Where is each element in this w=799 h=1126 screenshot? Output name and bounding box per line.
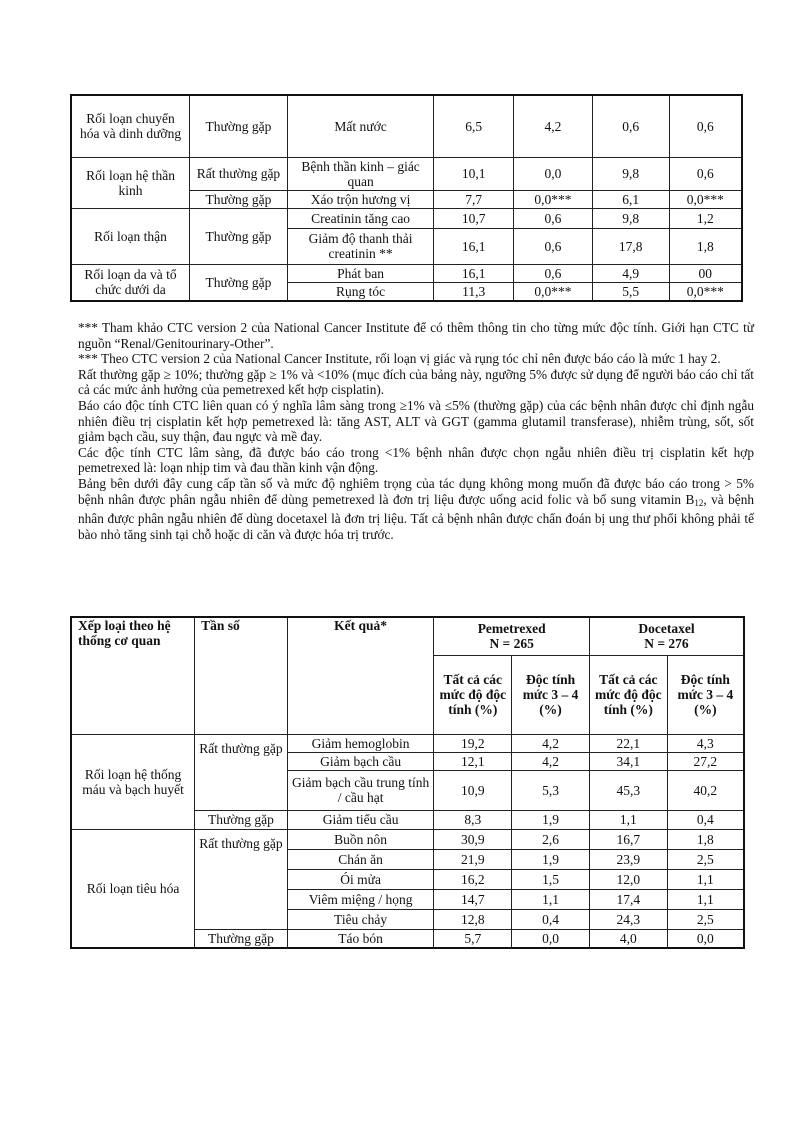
value-cell: 1,1: [512, 889, 590, 909]
result-cell: Ói mửa: [287, 869, 434, 889]
result-cell: Viêm miệng / họng: [287, 889, 434, 909]
table-row: [71, 264, 742, 282]
result-cell: Giảm bạch cầu: [287, 752, 434, 770]
value-cell: 24,3: [589, 909, 667, 929]
frequency-header: Tần số: [195, 617, 288, 734]
value-cell: 12,0: [589, 869, 667, 889]
value-cell: 16,1: [434, 228, 514, 264]
organ-cell: Rối loạn tiêu hóa: [71, 829, 195, 948]
value-cell: 0,0***: [514, 282, 593, 301]
frequency-cell: Rất thường gặp: [190, 157, 288, 190]
grade-3-4-header: Độc tính mức 3 – 4 (%): [667, 655, 744, 734]
value-cell: 16,7: [589, 829, 667, 849]
value-cell: 0,6: [514, 208, 593, 228]
value-cell: 19,2: [434, 734, 512, 752]
footnote: *** Theo CTC version 2 của National Cancer Institute, rối loạn vị giác và rụng tóc chỉ nên được báo cáo là mức 1 hay 2.: [78, 351, 721, 367]
value-cell: 40,2: [667, 770, 744, 810]
value-cell: 1,9: [512, 849, 590, 869]
value-cell: 1,1: [589, 810, 667, 829]
paragraph: Các độc tính CTC lâm sàng, đã được báo cáo trong <1% bệnh nhân được chọn ngẫu nhiên điều trị cisplatin kết hợp pemetrexed là: loạn nhịp tim và đau thần kinh vận động.: [78, 444, 754, 476]
table-row: [71, 829, 744, 849]
value-cell: 10,9: [434, 770, 512, 810]
frequency-cell: Thường gặp: [195, 810, 288, 829]
pemetrexed-header: [434, 617, 590, 655]
result-cell: Mất nước: [287, 95, 434, 157]
value-cell: 2,6: [512, 829, 590, 849]
value-cell: 0,6: [669, 95, 742, 157]
value-cell: 0,6: [592, 95, 669, 157]
result-cell: Rụng tóc: [287, 282, 434, 301]
value-cell: 0,6: [514, 228, 593, 264]
value-cell: 0,0***: [514, 190, 593, 208]
value-cell: 4,2: [514, 95, 593, 157]
docetaxel-header: [589, 617, 744, 655]
value-cell: 0,0: [514, 157, 593, 190]
frequency-cell: Thường gặp: [190, 208, 288, 264]
result-cell: Creatinin tăng cao: [287, 208, 434, 228]
value-cell: 0,0: [667, 929, 744, 948]
value-cell: 9,8: [592, 157, 669, 190]
value-cell: 5,3: [512, 770, 590, 810]
frequency-cell: Thường gặp: [195, 929, 288, 948]
result-cell: Bệnh thần kinh – giác quan: [287, 157, 434, 190]
value-cell: 12,1: [434, 752, 512, 770]
value-cell: 2,5: [667, 849, 744, 869]
organ-cell: Rối loạn hệ thần kinh: [71, 157, 190, 208]
value-cell: 0,6: [514, 264, 593, 282]
value-cell: 00: [669, 264, 742, 282]
paragraph: Báo cáo độc tính CTC liên quan có ý nghĩa lâm sàng trong ≥1% và ≤5% (thường gặp) của các bệnh nhân được chỉ định ngẫu nhiên điều trị cisplatin kết hợp pemetrexed là: tăng AST, ALT và GGT (gamma glutamil transferase), nhiễm trùng, sốt, sốt giảm bạch cầu, suy thận, đau ngực và mề đay.: [78, 397, 754, 445]
organ-header: Xếp loại theo hệ thống cơ quan: [71, 617, 195, 734]
table-row: [71, 157, 742, 190]
result-cell: Phát ban: [287, 264, 434, 282]
docetaxel-n: N = 276: [644, 636, 689, 652]
value-cell: 16,1: [434, 264, 514, 282]
frequency-cell: Rất thường gặp: [195, 829, 288, 929]
all-grades-header: Tất cả các mức độ độc tính (%): [434, 655, 512, 734]
frequency-cell: Thường gặp: [190, 95, 288, 157]
value-cell: 2,5: [667, 909, 744, 929]
value-cell: 5,7: [434, 929, 512, 948]
all-grades-header: Tất cả các mức độ độc tính (%): [589, 655, 667, 734]
value-cell: 9,8: [592, 208, 669, 228]
result-header: Kết quả*: [287, 617, 434, 734]
result-cell: Giảm tiểu cầu: [287, 810, 434, 829]
frequency-cell: Thường gặp: [190, 264, 288, 301]
paragraph: Rất thường gặp ≥ 10%; thường gặp ≥ 1% và <10% (mục đích của bảng này, ngưỡng 5% được sử dụng để người báo cáo chỉ tất cả các mức ảnh hưởng của pemetrexed kết hợp cisplatin).: [78, 366, 754, 398]
grade-3-4-header: Độc tính mức 3 – 4 (%): [512, 655, 590, 734]
table-row: [71, 95, 742, 157]
value-cell: 0,0***: [669, 282, 742, 301]
table-row: [71, 208, 742, 228]
value-cell: 17,8: [592, 228, 669, 264]
value-cell: 21,9: [434, 849, 512, 869]
value-cell: 1,5: [512, 869, 590, 889]
result-cell: Táo bón: [287, 929, 434, 948]
docetaxel-title: Docetaxel: [638, 621, 695, 637]
result-cell: Chán ăn: [287, 849, 434, 869]
value-cell: 0,0: [512, 929, 590, 948]
value-cell: 4,3: [667, 734, 744, 752]
result-cell: Tiêu chảy: [287, 909, 434, 929]
value-cell: 1,8: [667, 829, 744, 849]
value-cell: 12,8: [434, 909, 512, 929]
organ-cell: Rối loạn thận: [71, 208, 190, 264]
value-cell: 45,3: [589, 770, 667, 810]
subscript: 12: [694, 497, 704, 508]
pemetrexed-docetaxel-table: [70, 616, 745, 949]
value-cell: 10,7: [434, 208, 514, 228]
value-cell: 4,9: [592, 264, 669, 282]
adverse-effects-table-continued: [70, 94, 743, 302]
value-cell: 0,4: [667, 810, 744, 829]
footnote: *** Tham khảo CTC version 2 của National Cancer Institute để có thêm thông tin cho từng mức độc tính. Giới hạn CTC từ nguồn “Renal/Genitourinary-Other”.: [78, 320, 754, 351]
value-cell: 0,4: [512, 909, 590, 929]
organ-cell: Rối loạn da và tổ chức dưới da: [71, 264, 190, 301]
value-cell: 5,5: [592, 282, 669, 301]
value-cell: 10,1: [434, 157, 514, 190]
result-cell: Giảm hemoglobin: [287, 734, 434, 752]
value-cell: 6,1: [592, 190, 669, 208]
value-cell: 1,9: [512, 810, 590, 829]
value-cell: 7,7: [434, 190, 514, 208]
value-cell: 6,5: [434, 95, 514, 157]
value-cell: 1,8: [669, 228, 742, 264]
organ-cell: Rối loạn hệ thống máu và bạch huyết: [71, 734, 195, 829]
header-row: [71, 617, 744, 655]
value-cell: 1,1: [667, 869, 744, 889]
pemetrexed-n: N = 265: [489, 636, 534, 652]
value-cell: 4,0: [589, 929, 667, 948]
value-cell: 23,9: [589, 849, 667, 869]
table-row: [71, 734, 744, 752]
result-cell: Giảm độ thanh thải creatinin **: [287, 228, 434, 264]
frequency-cell: Rất thường gặp: [195, 734, 288, 810]
pemetrexed-title: Pemetrexed: [477, 621, 546, 637]
paragraph-text: , và bệnh nhân được phân ngẫu nhiên để dùng docetaxel là đơn trị liệu. Tất cả bệnh nhân được chẩn đoán bị ung thư phổi không phải tế bào nhỏ tăng sinh tại chỗ hoặc di căn và được hóa trị trước.: [78, 491, 754, 542]
value-cell: 11,3: [434, 282, 514, 301]
paragraph-text: Bảng bên dưới đây cung cấp tần số và mức độ nghiêm trọng của tác dụng không mong muốn đã được báo cáo trong > 5% bệnh nhân được phân ngẫu nhiên để dùng pemetrexed là đơn trị liệu được uống acid folic và bổ sung vitamin B: [78, 475, 754, 507]
value-cell: 30,9: [434, 829, 512, 849]
value-cell: 4,2: [512, 734, 590, 752]
organ-cell: Rối loạn chuyển hóa và dinh dưỡng: [71, 95, 190, 157]
value-cell: 34,1: [589, 752, 667, 770]
value-cell: 4,2: [512, 752, 590, 770]
value-cell: 22,1: [589, 734, 667, 752]
value-cell: 17,4: [589, 889, 667, 909]
paragraph: [78, 476, 754, 542]
value-cell: 27,2: [667, 752, 744, 770]
value-cell: 1,1: [667, 889, 744, 909]
value-cell: 1,2: [669, 208, 742, 228]
notes-section: [78, 320, 754, 542]
value-cell: 8,3: [434, 810, 512, 829]
frequency-cell: Thường gặp: [190, 190, 288, 208]
value-cell: 16,2: [434, 869, 512, 889]
value-cell: 0,6: [669, 157, 742, 190]
result-cell: Giảm bạch cầu trung tính / cầu hạt: [287, 770, 434, 810]
result-cell: Buồn nôn: [287, 829, 434, 849]
value-cell: 14,7: [434, 889, 512, 909]
value-cell: 0,0***: [669, 190, 742, 208]
result-cell: Xáo trộn hương vị: [287, 190, 434, 208]
